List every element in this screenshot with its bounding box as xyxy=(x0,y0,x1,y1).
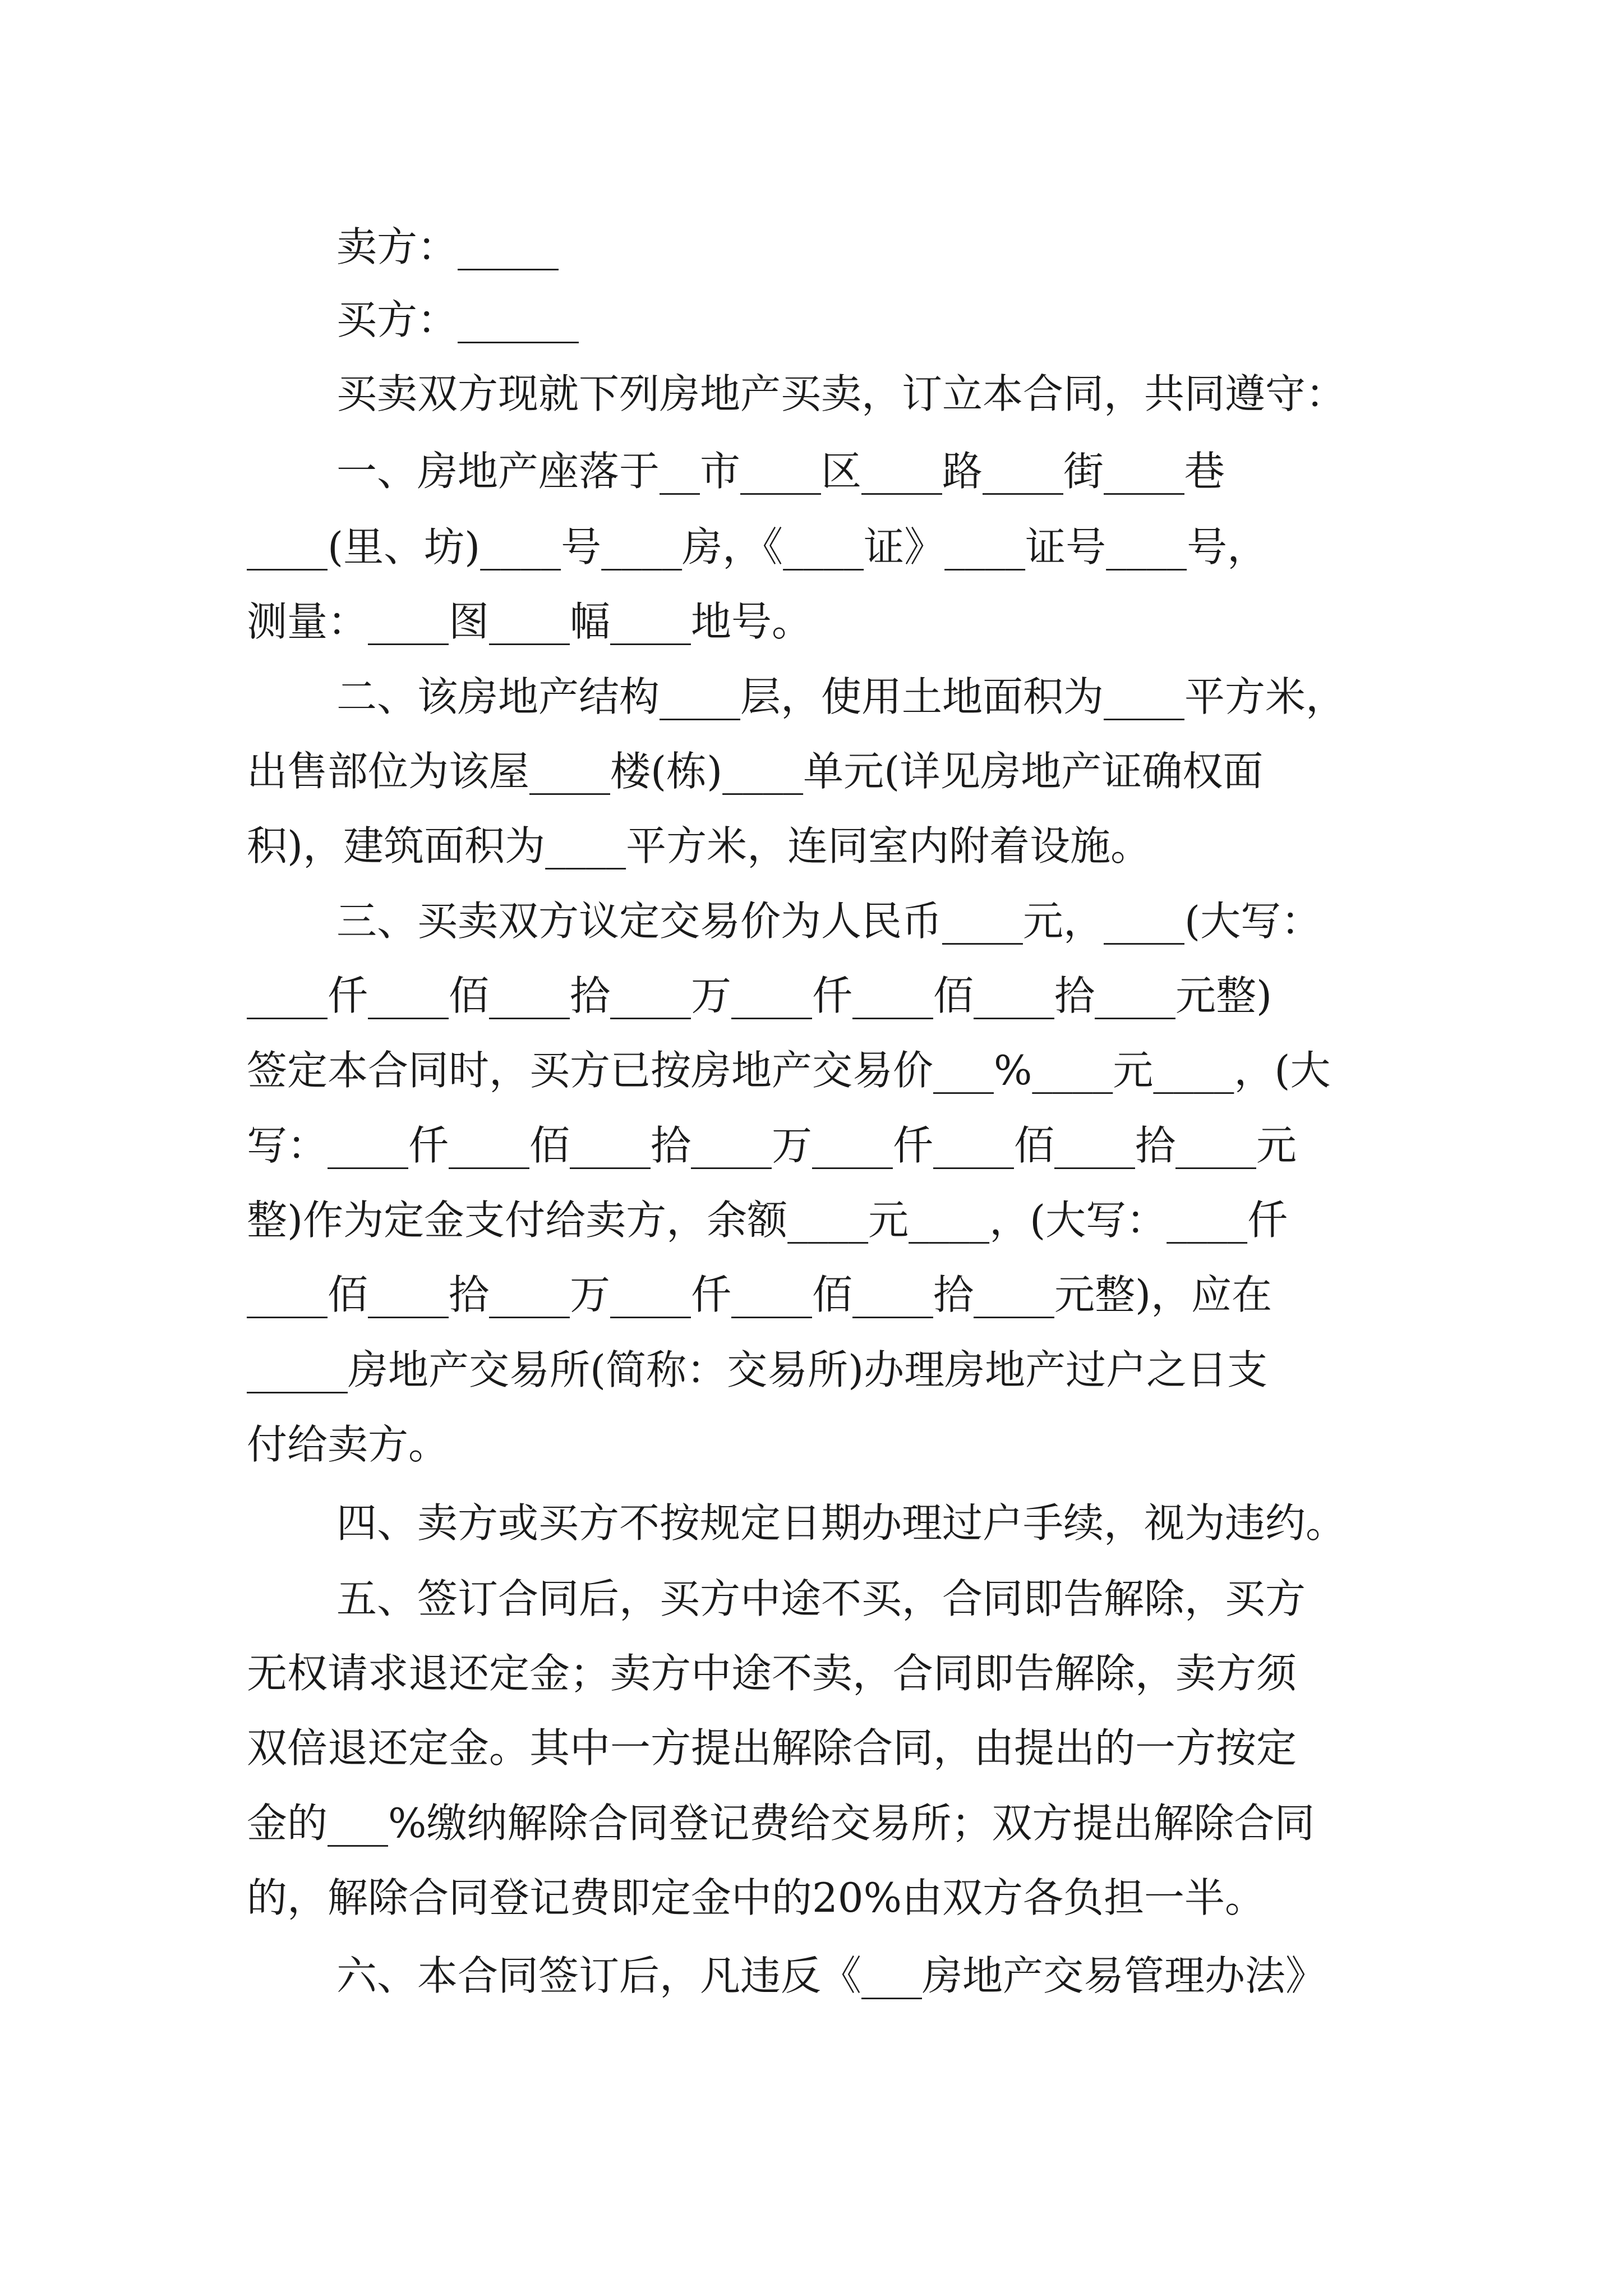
clause-5-line-4: 金的___%缴纳解除合同登记费给交易所；双方提出解除合同 xyxy=(247,1800,1315,1847)
seller-line: 卖方：_____ xyxy=(336,223,559,270)
clause-3-line-5: 整)作为定金支付给卖方，余额____元____，(大写：____仟 xyxy=(247,1197,1288,1244)
buyer-line: 买方：______ xyxy=(336,296,579,343)
intro-line: 买卖双方现就下列房地产买卖，订立本合同，共同遵守： xyxy=(336,370,1347,417)
clause-1-line-1: 一、房地产座落于__市____区____路____街____巷 xyxy=(336,448,1225,495)
clause-5-line-3: 双倍退还定金。其中一方提出解除合同，由提出的一方按定 xyxy=(247,1724,1297,1772)
clause-3-line-6: ____佰____拾____万____仟____佰____拾____元整)，应在 xyxy=(247,1271,1272,1318)
clause-3-line-1: 三、买卖双方议定交易价为人民币____元，____(大写： xyxy=(336,898,1322,945)
clause-3-line-8: 付给卖方。 xyxy=(247,1421,449,1468)
clause-2-line-1: 二、该房地产结构____层，使用土地面积为____平方米， xyxy=(336,673,1347,720)
clause-3-line-4: 写：____仟____佰____拾____万____仟____佰____拾____元 xyxy=(247,1122,1297,1169)
clause-2-line-2: 出售部位为该屋____楼(栋)____单元(详见房地产证确权面 xyxy=(247,748,1264,795)
clause-1-line-2: ____(里、坊)____号____房，《____证》____证号____号， xyxy=(247,523,1268,570)
clause-2-line-3: 积)，建筑面积为____平方米，连同室内附着设施。 xyxy=(247,822,1151,869)
clause-6-line-1: 六、本合同签订后，凡违反《___房地产交易管理办法》 xyxy=(336,1952,1326,1999)
clause-3-line-2: ____仟____佰____拾____万____仟____佰____拾____元整) xyxy=(247,972,1272,1019)
clause-4-line-1: 四、卖方或买方不按规定日期办理过户手续，视为违约。 xyxy=(336,1499,1347,1547)
clause-5-line-2: 无权请求退还定金；卖方中途不卖，合同即告解除，卖方须 xyxy=(247,1650,1297,1697)
clause-1-line-3: 测量：____图____幅____地号。 xyxy=(247,598,813,645)
clause-5-line-5: 的，解除合同登记费即定金中的20%由双方各负担一半。 xyxy=(247,1874,1266,1921)
clause-5-line-1: 五、签订合同后，买方中途不买，合同即告解除，买方 xyxy=(336,1575,1306,1622)
clause-3-line-3: 签定本合同时，买方已按房地产交易价___%____元____，(大 xyxy=(247,1047,1331,1094)
clause-3-line-7: _____房地产交易所(简称：交易所)办理房地产过户之日支 xyxy=(247,1346,1268,1393)
